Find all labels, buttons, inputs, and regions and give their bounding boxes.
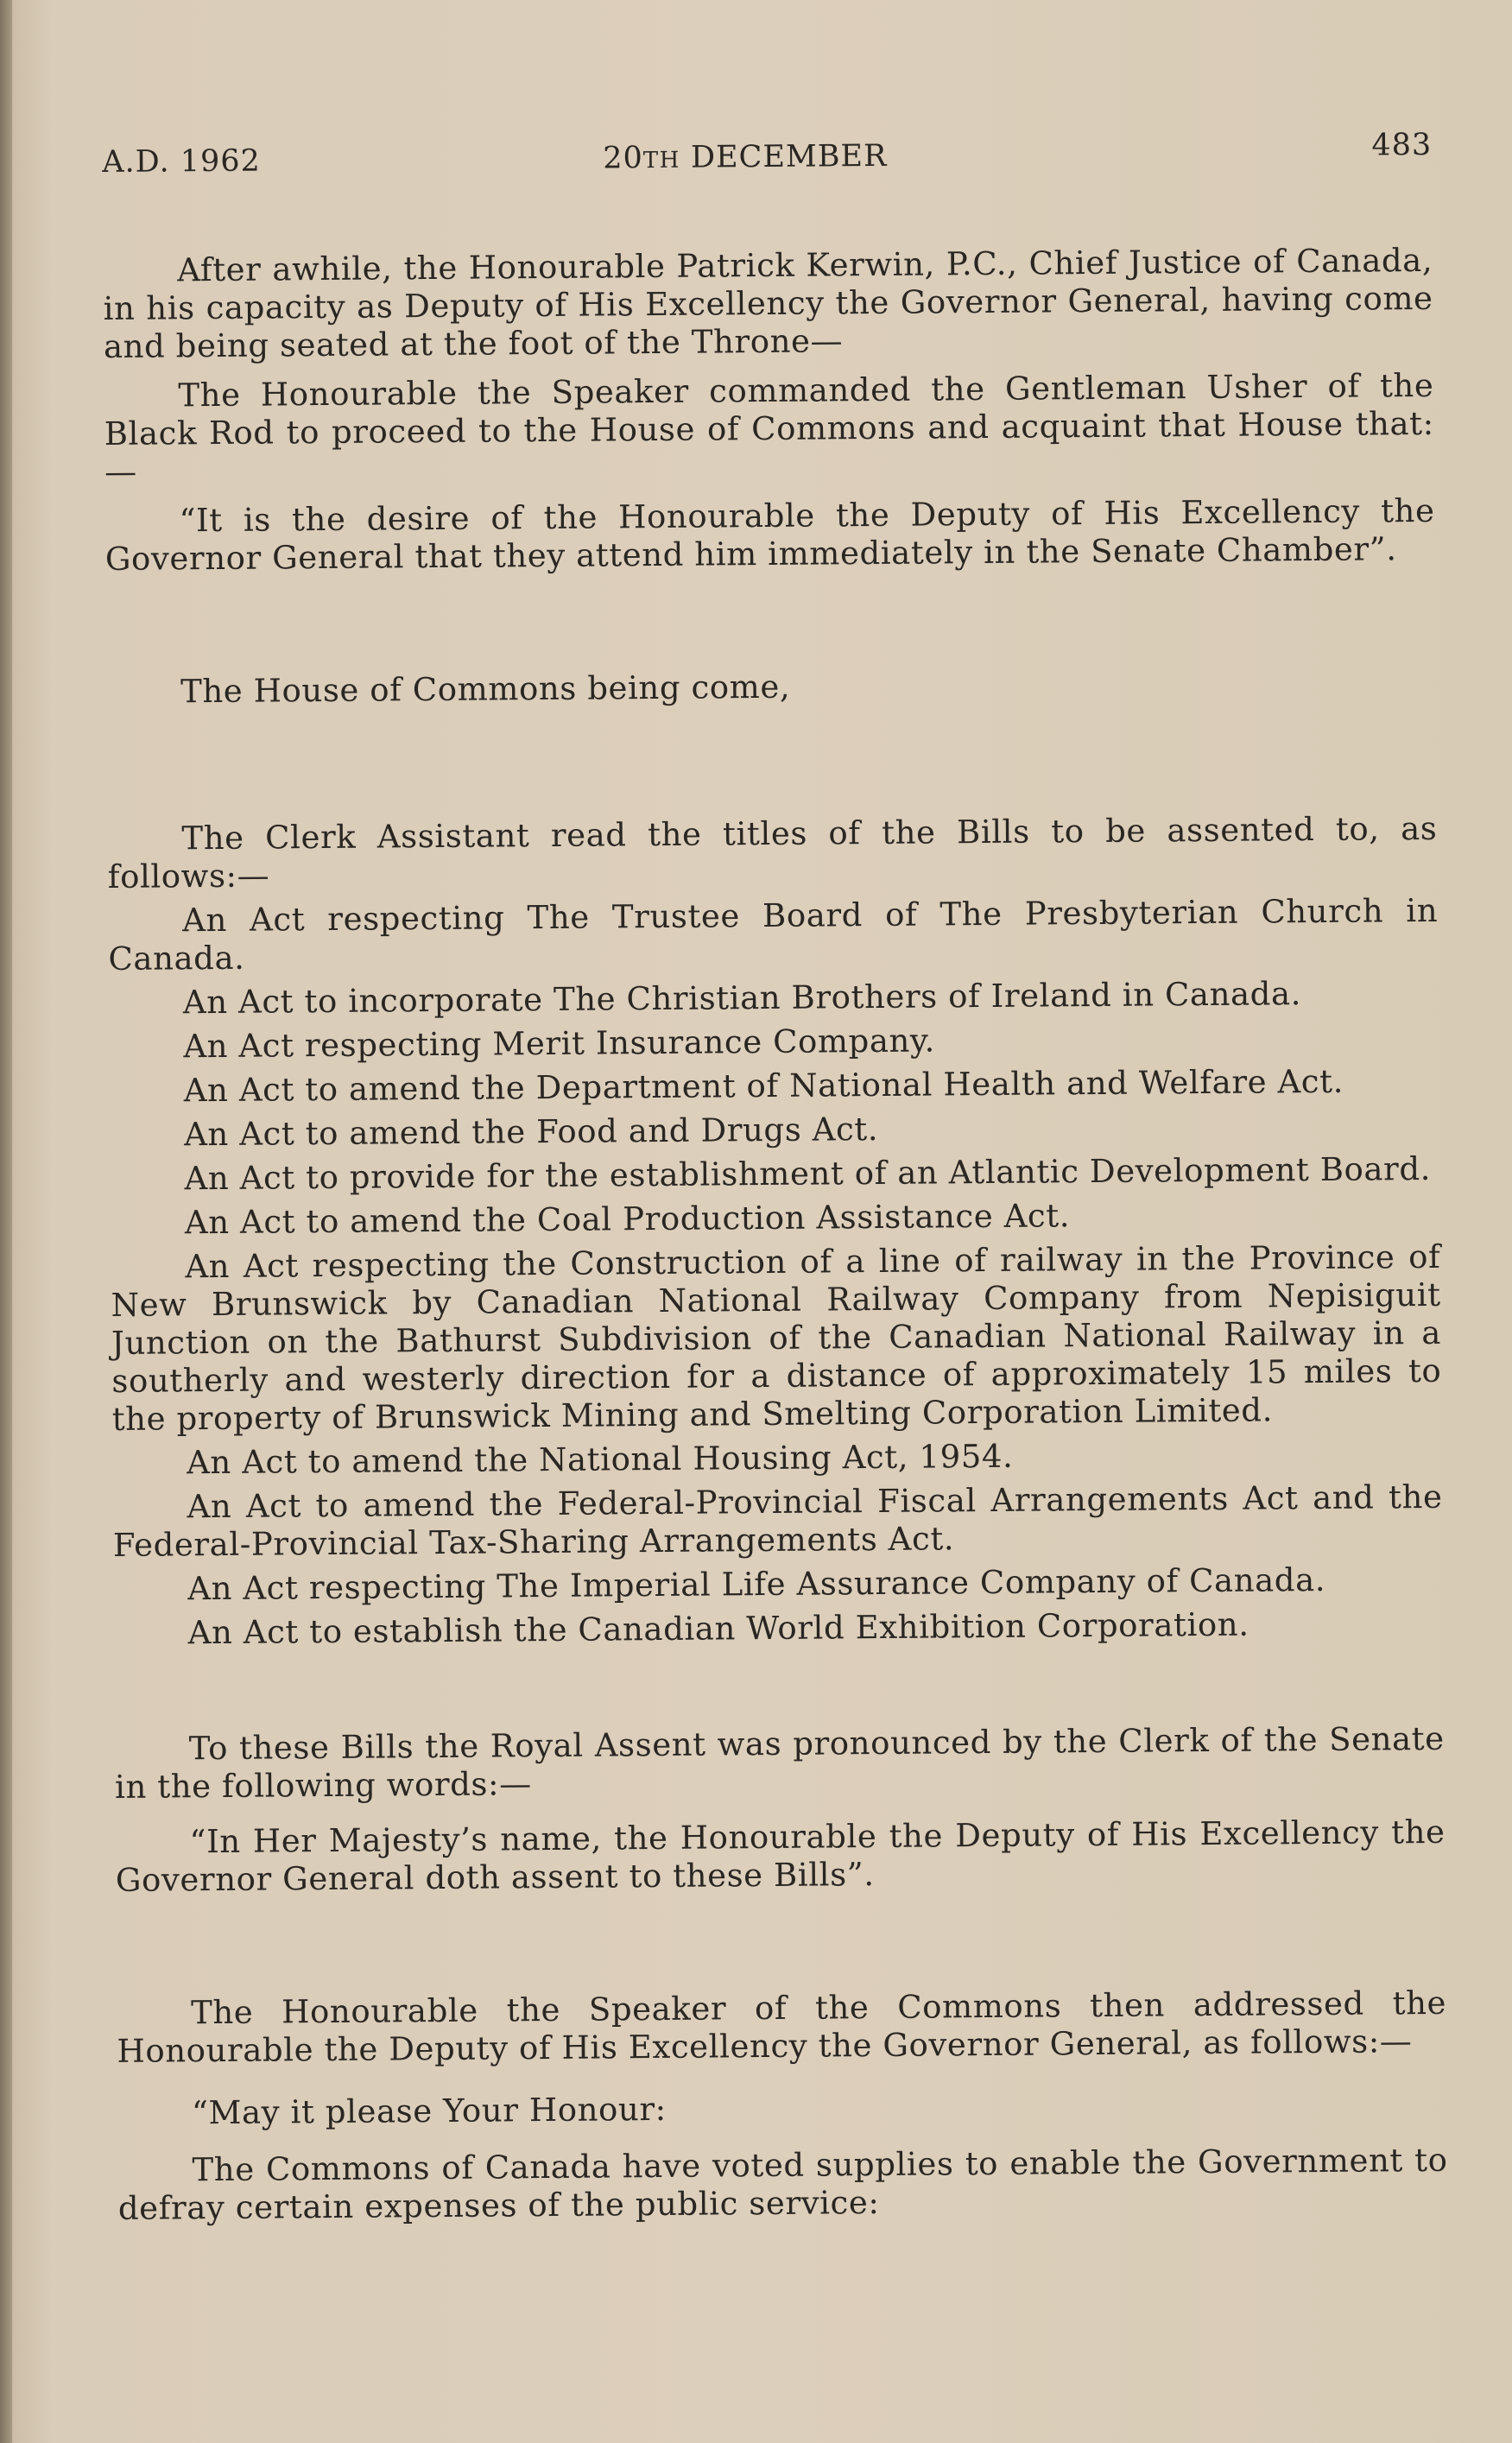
paragraph-assent-words: “In Her Majesty’s name, the Honourable the Deputy of His Excellency the Governor General doth assent to these Bills”.	[115, 1813, 1446, 1899]
running-head	[102, 119, 1433, 190]
paragraph-summons-quote: “It is the desire of the Honourable the Deputy of His Excellency the Governor General that they attend him immediately in the Senate Chamber”.	[104, 491, 1435, 578]
acts-list	[108, 892, 1444, 1653]
paragraph-clerk-read: The Clerk Assistant read the titles of the Bills to be assented to, as follows:—	[107, 809, 1438, 896]
page-text	[102, 119, 1448, 2228]
act-title: An Act to amend the Coal Production Assistance Act.	[184, 1197, 1071, 1242]
date-suffix: TH	[642, 147, 680, 174]
paragraph-black-rod: The Honourable the Speaker commanded the Gentleman Usher of the Black Rod to proceed to the House of Commons and acquaint that House that:—	[104, 366, 1434, 490]
act-title: An Act to establish the Canadian World Exhibition Corporation.	[187, 1605, 1249, 1652]
binding-edge	[0, 0, 12, 2443]
act-title: An Act respecting Merit Insurance Company.	[183, 1022, 936, 1066]
act-title: An Act respecting the Construction of a line of railway in the Province of New Brunswick by Canadian National Railway Company from Nepisiguit Junction on the Bathurst Subdivision of the Canadian National Railway in a southerly and westerly direction for a distance of approximately 15 miles to the property of Brunswick Mining and Smelting Corporation Limited.	[111, 1237, 1442, 1438]
date-month: DECEMBER	[690, 138, 888, 175]
paragraph-commons-come: The House of Commons being come,	[180, 668, 791, 711]
date-day: 20	[603, 141, 643, 176]
act-title: An Act to amend the Department of National Health and Welfare Act.	[183, 1062, 1344, 1110]
act-title: An Act respecting The Trustee Board of The Presbyterian Church in Canada.	[108, 891, 1439, 978]
act-title: An Act respecting The Imperial Life Assurance Company of Canada.	[187, 1560, 1326, 1608]
page-number: 483	[1371, 127, 1433, 163]
paragraph-royal-assent: To these Bills the Royal Assent was pronounced by the Clerk of the Senate in the following words:—	[114, 1719, 1445, 1806]
paragraph-may-it-please: “May it please Your Honour:	[191, 2090, 667, 2132]
paragraph-speaker-address: The Honourable the Speaker of the Commons then addressed the Honourable the Deputy of His Excellency the Governor General, as follows:—	[117, 1984, 1447, 2070]
act-title: An Act to amend the National Housing Act, 1954.	[186, 1437, 1014, 1482]
paragraph-deputy-arrival: After awhile, the Honourable Patrick Kerwin, P.C., Chief Justice of Canada, in his capacity as Deputy of His Excellency the Governor General, having come and being seated at the foot of the Throne—	[103, 241, 1433, 365]
running-head-year: A.D. 1962	[102, 143, 261, 180]
running-head-date	[603, 139, 887, 176]
paragraph-supplies: The Commons of Canada have voted supplies to enable the Government to defray certain expenses of the public service:	[117, 2141, 1448, 2227]
act-title: An Act to amend the Federal-Provincial Fiscal Arrangements Act and the Federal-Provincial Tax-Sharing Arrangements Act.	[112, 1478, 1443, 1564]
act-title: An Act to amend the Food and Drugs Act.	[183, 1110, 879, 1154]
act-title: An Act to incorporate The Christian Brothers of Ireland in Canada.	[182, 975, 1302, 1022]
act-title: An Act to provide for the establishment of an Atlantic Development Board.	[184, 1149, 1432, 1198]
